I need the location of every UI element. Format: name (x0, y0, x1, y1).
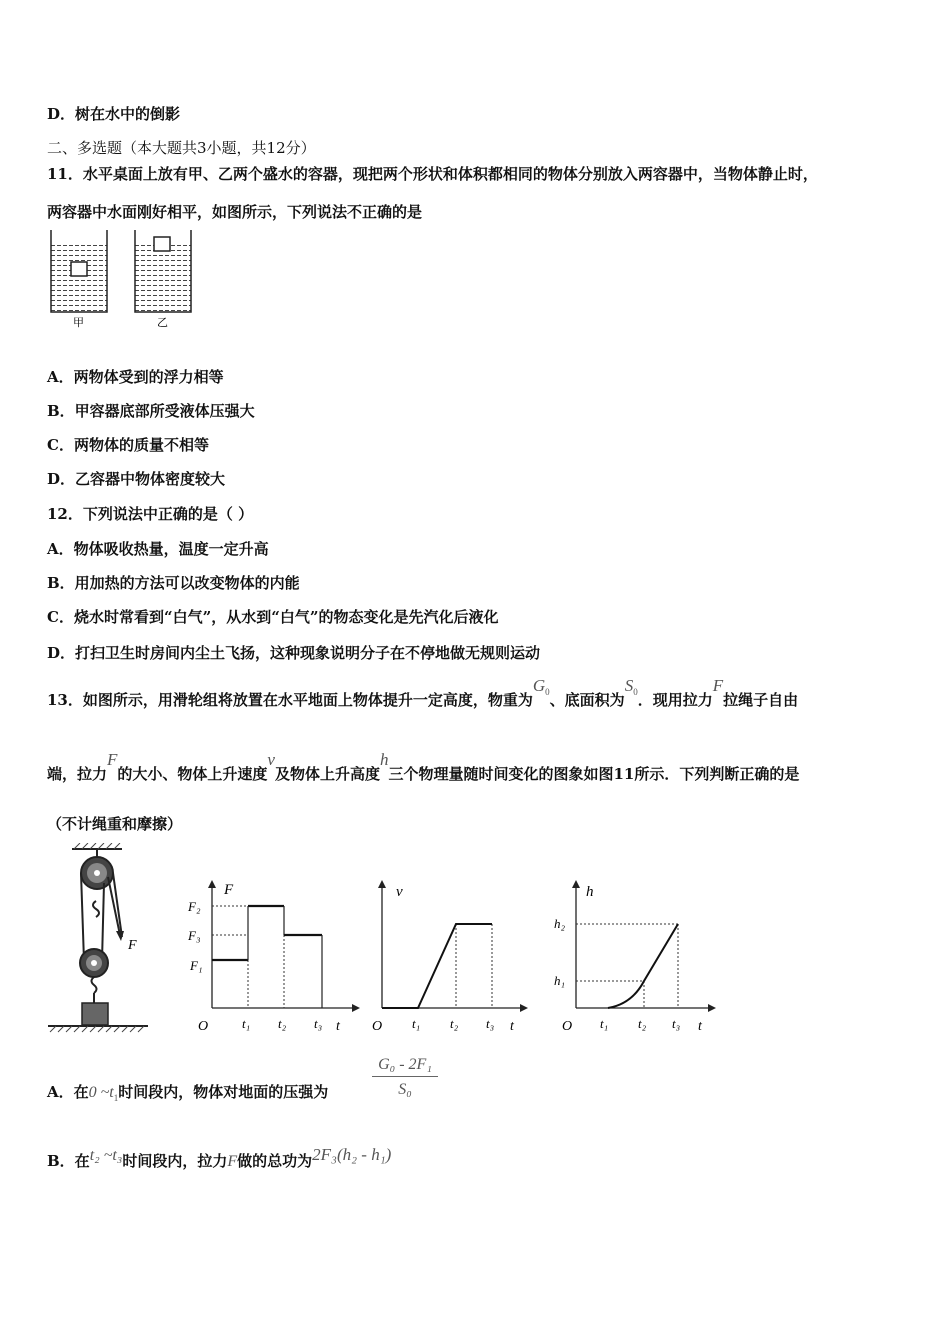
q12-option-b: B．用加热的方法可以改变物体的内能 (47, 574, 300, 592)
h-ytick-h2: h₂ (554, 916, 566, 931)
container-jia (51, 230, 107, 312)
h-axis-y: h (586, 884, 594, 900)
label-jia: 甲 (73, 317, 84, 329)
v-xtick-t2: t₂ (450, 1016, 459, 1031)
f-t-graph (180, 876, 360, 1038)
pulley-figure (44, 843, 154, 1038)
h-xtick-t2: t₂ (638, 1016, 647, 1031)
f-ytick-f3: F₃ (188, 928, 201, 943)
f-axis-x: t (336, 1019, 340, 1034)
q13-stem-line1: 13．如图所示，用滑轮组将放置在水平地面上物体提升一定高度，物重为$G_0$、底面积为$S_0$．现用拉力F拉绳子自由 (47, 676, 799, 709)
v-xtick-t3: t₃ (486, 1016, 495, 1031)
v-axis-y: v (396, 884, 403, 900)
h-xtick-t3: t₃ (672, 1016, 681, 1031)
q11-stem-line2: 两容器中水面刚好相平，如图所示，下列说法不正确的是 (47, 203, 423, 221)
q11-stem-line1: 11．水平桌面上放有甲、乙两个盛水的容器，现把两个形状和体积都相同的物体分别放入两容器中，当物体静止时， (47, 165, 818, 183)
section-heading: 二、多选题（本大题共3小题，共12分） (47, 139, 316, 157)
q13-stem-line2: 端，拉力F的大小、物体上升速度v及物体上升高度h三个物理量随时间变化的图象如图11所示．下列判断正确的是 (47, 750, 800, 783)
h-xtick-t1: t₁ (600, 1016, 609, 1031)
h-origin: O (562, 1019, 573, 1034)
v-xtick-t1: t₁ (412, 1016, 421, 1031)
f-xtick-t2: t₂ (278, 1016, 287, 1031)
q13-stem-line3: （不计绳重和摩擦） (47, 815, 183, 833)
q10-option-d: D．树在水中的倒影 (47, 105, 181, 123)
v-axis-x: t (510, 1019, 514, 1034)
q11-option-c: C．两物体的质量不相等 (47, 436, 209, 454)
fraction-denominator: S₀ (398, 1081, 412, 1098)
q11-option-b: B．甲容器底部所受液体压强大 (47, 402, 255, 420)
f-ytick-f2: F₂ (188, 899, 201, 914)
q12-option-a: A．物体吸收热量，温度一定升高 (47, 540, 269, 558)
v-t-graph (364, 876, 534, 1038)
h-ytick-h1: h₁ (554, 973, 566, 988)
q12-option-d: D．打扫卫生时房间内尘土飞扬，这种现象说明分子在不停地做无规则运动 (47, 644, 541, 662)
q13-option-b: B．在t₂ ~t₃时间段内，拉力F做的总功为2F₃(h₂ - h₁) (47, 1145, 392, 1170)
v-origin: O (372, 1019, 383, 1034)
f-origin: O (198, 1019, 209, 1034)
h-t-graph (552, 876, 722, 1038)
pulley-force-label: F (128, 938, 137, 953)
q13-option-a-fraction (372, 1056, 438, 1099)
q13-option-a: A．在0 $\sim t_1$时间段内，物体对地面的压强为 (47, 1083, 329, 1103)
h-axis-x: t (698, 1019, 702, 1034)
fraction-numerator: G₀ - 2F₁ (372, 1056, 438, 1077)
f-xtick-t1: t₁ (242, 1016, 251, 1031)
container-yi (135, 230, 191, 312)
q11-option-d: D．乙容器中物体密度较大 (47, 470, 226, 488)
q11-containers-figure (45, 228, 205, 330)
f-ytick-f1: F₁ (190, 958, 203, 973)
label-yi: 乙 (157, 317, 168, 329)
f-xtick-t3: t₃ (314, 1016, 323, 1031)
f-axis-y: F (224, 882, 234, 898)
q11-option-a: A．两物体受到的浮力相等 (47, 368, 224, 386)
q12-stem: 12．下列说法中正确的是（ ） (47, 505, 254, 523)
q12-option-c: C．烧水时常看到“白气”，从水到“白气”的物态变化是先汽化后液化 (47, 608, 499, 626)
